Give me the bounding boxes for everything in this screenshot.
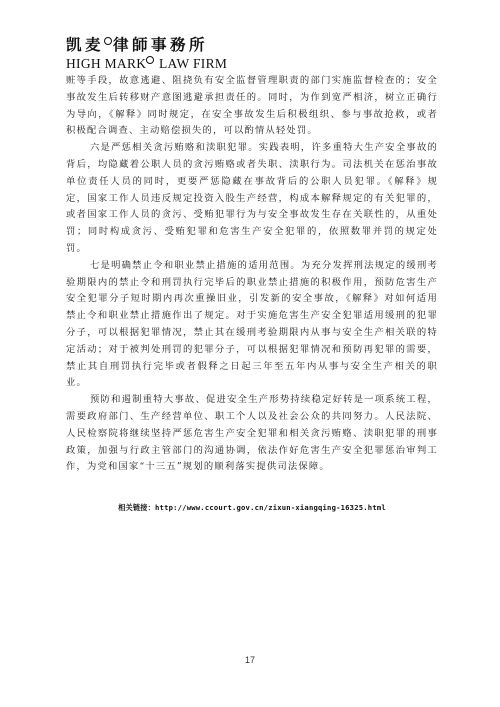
firm-name-cn-part1: 凯麦: [66, 35, 105, 54]
paragraph-continuation: 赃等手段，故意逃避、阻挠负有安全监督管理职责的部门实施监督检查的；安全事故发生后转移财产意图逃避承担责任的。同时，为作到宽严相济，树立正确行为导向，《解释》同时规定，在安全事故发生后积极组织、参与事故抢救，或者积极配合调查、主动赔偿损失的，可以酌情从轻处罚。: [66, 75, 438, 137]
paragraph-six: 六是严惩相关贪污贿赂和渎职犯罪。实践表明，许多重特大生产安全事故的背后，均隐藏着公职人员的贪污贿赂或者失职、渎职行为。司法机关在惩治事故单位责任人员的同时，更要严惩隐藏在事故背后的公职人员犯罪。《解释》规定，国家工作人员违反规定投资入股生产经营，构成本解释规定的有关犯罪的，或者国家工作人员的贪污、受贿犯罪行为与安全事故发生存在关联性的，从重处罚；同时构成贪污、受贿犯罪和危害生产安全犯罪的，依照数罪并罚的规定处罚。: [66, 142, 438, 254]
letterhead: [66, 36, 266, 72]
firm-name-en: [66, 56, 266, 72]
firm-name-cn: [66, 36, 266, 54]
paragraph-seven: 七是明确禁止令和职业禁止措施的适用范围。为充分发挥刑法规定的缓刑考验期限内的禁止令和刑罚执行完毕后的职业禁止措施的积极作用，预防危害生产安全犯罪分子短时期内再次重操旧业，引发新的安全事故，《解释》对如何适用禁止令和职业禁止措施作出了规定。对于实施危害生产安全犯罪适用缓刑的犯罪分子，可以根据犯罪情况，禁止其在缓刑考验期限内从事与安全生产相关联的特定活动；对于被判处刑罚的犯罪分子，可以根据犯罪情况和预防再犯罪的需要，禁止其自刑罚执行完毕或者假释之日起三年至五年内从事与安全生产相关的职业。: [66, 259, 438, 389]
related-link[interactable]: 相关链接：http://www.ccourt.gov.cn/zixun-xiangqing-16325.html: [118, 503, 386, 512]
firm-name-en-part1: HIGH MARK: [66, 56, 147, 71]
page-number: 17: [244, 655, 255, 665]
document-body: [66, 73, 438, 476]
firm-logo-small-icon: [146, 56, 154, 64]
firm-name-cn-part2: 律師事務所: [113, 35, 209, 54]
firm-logo-icon: [104, 37, 112, 45]
firm-name-en-part2: LAW FIRM: [159, 56, 228, 71]
paragraph-conclusion: 预防和遏制重特大事故、促进安全生产形势持续稳定好转是一项系统工程，需要政府部门、生产经营单位、职工个人以及社会公众的共同努力。人民法院、人民检察院将继续坚持严惩危害生产安全犯罪和相关贪污贿赂、渎职犯罪的刑事政策，加强与行政主管部门的沟通协调，依法作好危害生产安全犯罪惩治审判工作，为党和国家“十三五”规划的顺利落实提供司法保障。: [66, 394, 438, 473]
